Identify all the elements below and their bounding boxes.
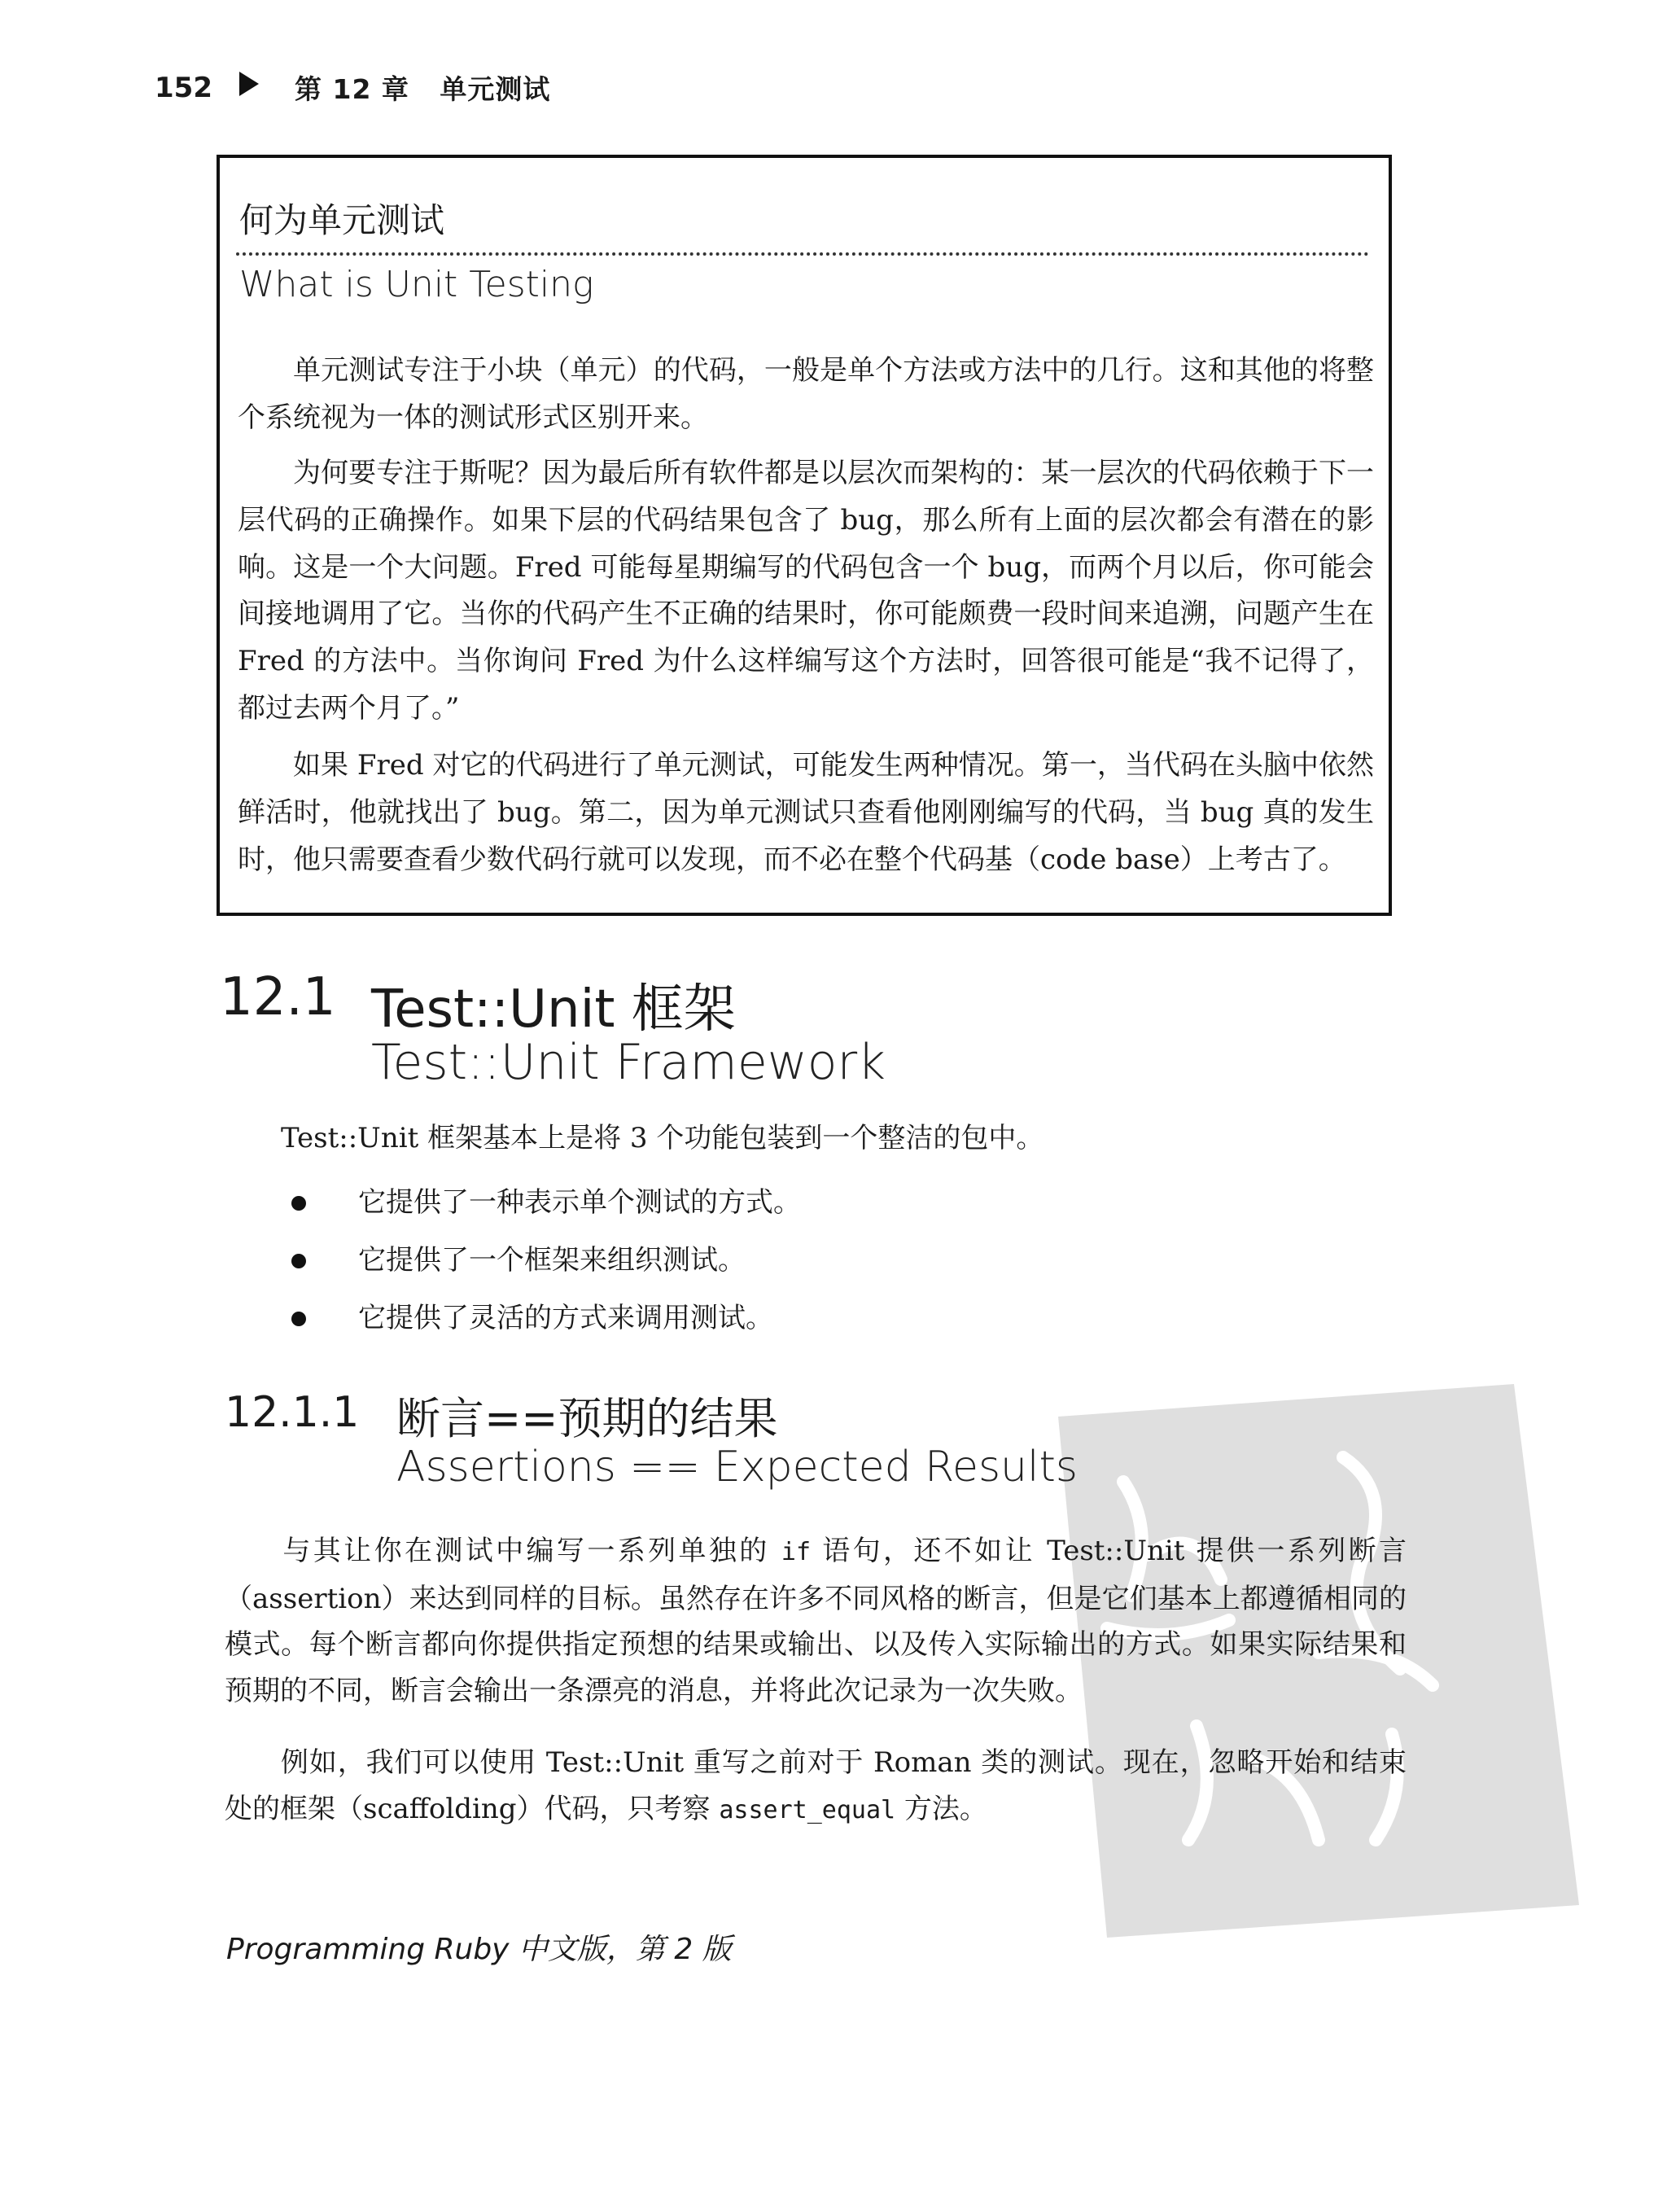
section-title-zh: Test::Unit 框架 [371, 979, 736, 1040]
header-arrow-icon [239, 72, 259, 96]
sidebar-title-rule [236, 252, 1369, 256]
body-paragraph: 与其让你在测试中编写一系列单独的 if 语句，还不如让 Test::Unit 提供一系列断言（assertion）来达到同样的目标。虽然存在许多不同风格的断言，但是它们基本上都遵循相同的模式。每个断言都向你提供指定预想的结果或输出、以及传入实际输出的方式。如果实际结果和预期的不同，断言会输出一条漂亮的消息，并将此次记录为一次失败。 [225, 1535, 1407, 1708]
page-number: 152 [155, 72, 212, 104]
sidebar-title-en: What is Unit Testing [239, 264, 594, 305]
book-title-footer: Programming Ruby 中文版，第 2 版 [226, 1933, 732, 1966]
subsection-number: 12.1.1 [225, 1388, 360, 1437]
sidebar-paragraph: 如果 Fred 对它的代码进行了单元测试，可能发生两种情况。第一，当代码在头脑中依然鲜活时，他就找出了 bug。第二，因为单元测试只查看他刚刚编写的代码，当 bug 真的发生时，他只需要查看少数代码行就可以发现，而不必在整个代码基（code base）上考古了。 [238, 749, 1374, 876]
inline-code: if [781, 1538, 812, 1566]
running-header-chapter: 第 12 章 单元测试 [295, 73, 551, 105]
body-paragraph: 例如，我们可以使用 Test::Unit 重写之前对于 Roman 类的测试。现在，忽略开始和结束处的框架（scaffolding）代码，只考察 assert_equal 方法。 [225, 1746, 1407, 1825]
bullet-icon [291, 1312, 306, 1326]
section-intro: Test::Unit 框架基本上是将 3 个功能包装到一个整洁的包中。 [281, 1122, 1044, 1154]
section-number: 12.1 [220, 967, 336, 1027]
sidebar-paragraph: 为何要专注于斯呢？因为最后所有软件都是以层次而架构的：某一层次的代码依赖于下一层代码的正确操作。如果下层的代码结果包含了 bug，那么所有上面的层次都会有潜在的影响。这是一个大问题。Fred 可能每星期编写的代码包含一个 bug，而两个月以后，你可能会间接地调用了它。当你的代码产生不正确的结果时，你可能颇费一段时间来追溯，问题产生在 Fred 的方法中。当你询问 Fred 为什么这样编写这个方法时，回答很可能是“我不记得了，都过去两个月了。” [238, 457, 1374, 725]
section-title-en: Test::Unit Framework [371, 1034, 886, 1091]
subsection-title-zh: 断言==预期的结果 [396, 1393, 778, 1444]
bullet-icon [291, 1254, 306, 1268]
sidebar-paragraph: 单元测试专注于小块（单元）的代码，一般是单个方法或方法中的几行。这和其他的将整个系统视为一体的测试形式区别开来。 [238, 354, 1374, 434]
list-item: 它提供了灵活的方式来调用测试。 [358, 1302, 773, 1334]
list-item: 它提供了一个框架来组织测试。 [358, 1244, 746, 1277]
sidebar-title-zh: 何为单元测试 [239, 200, 445, 240]
inline-code: assert_equal [719, 1795, 896, 1824]
list-item: 它提供了一种表示单个测试的方式。 [358, 1186, 801, 1219]
sidebar-box [217, 155, 1392, 916]
subsection-title-en: Assertions == Expected Results [396, 1443, 1078, 1491]
bullet-icon [291, 1196, 306, 1211]
